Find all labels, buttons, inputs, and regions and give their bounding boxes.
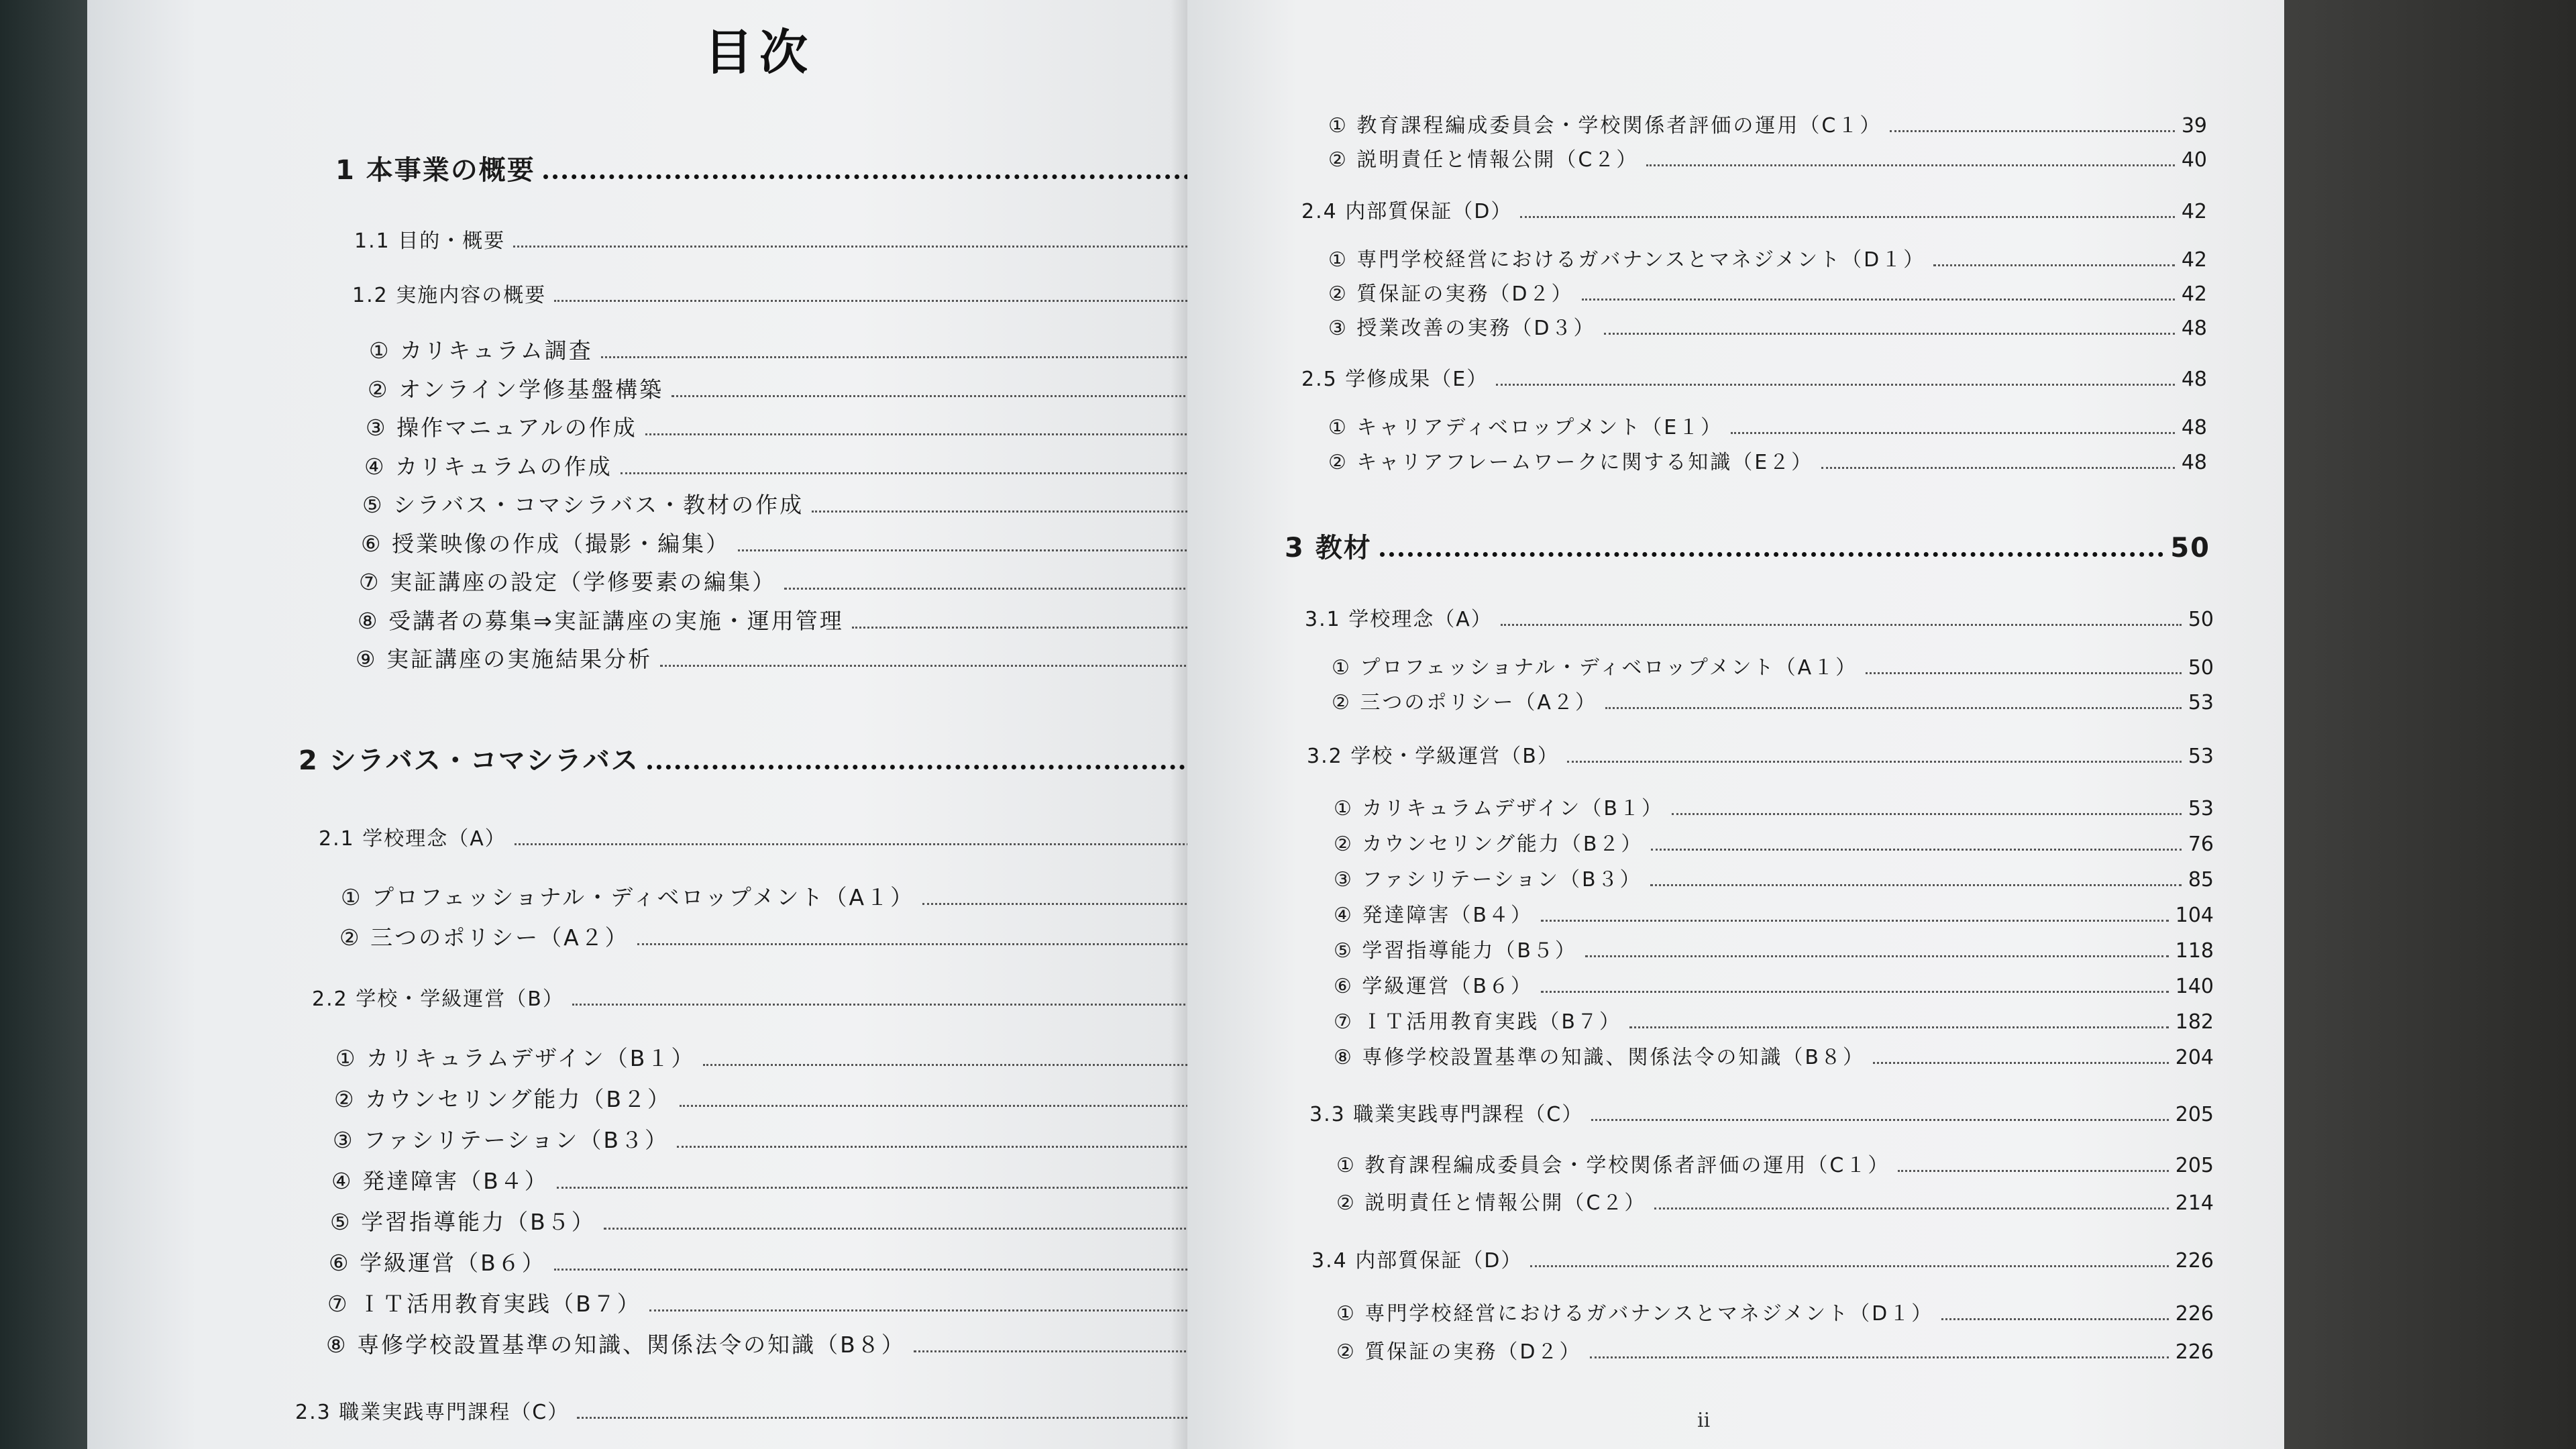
toc-label: 1.1 目的・概要 [354, 229, 506, 253]
toc-label: 3.3 職業実践専門課程（C） [1309, 1103, 1584, 1126]
toc-section-2-2[interactable] [312, 982, 1241, 1012]
toc-item[interactable] [1334, 792, 2214, 821]
toc-label: ① プロフェッショナル・ディベロップメント（A１） [1332, 656, 1858, 680]
toc-label: ① キャリアディベロップメント（E１） [1328, 416, 1723, 439]
toc-item[interactable] [1336, 1297, 2214, 1326]
leader-dots [645, 433, 1223, 435]
leader-dots [647, 765, 1195, 769]
toc-page-number: 226 [2175, 1340, 2214, 1364]
toc-page-number: 53 [2188, 797, 2214, 820]
toc-item[interactable] [1332, 651, 2214, 680]
toc-section-3-1[interactable] [1305, 602, 2214, 632]
leader-dots [1591, 1119, 2169, 1121]
toc-item[interactable] [358, 604, 1241, 635]
toc-label: ① プロフェッショナル・ディベロップメント（A１） [341, 884, 915, 910]
toc-label: ⑤ 学習指導能力（B５） [1334, 939, 1578, 963]
leader-dots [649, 1309, 1212, 1311]
leader-dots [1530, 1265, 2168, 1267]
toc-label: 2.5 学修成果（E） [1301, 368, 1489, 391]
toc-page-number: 205 [2175, 1103, 2214, 1126]
leader-dots [1731, 432, 2175, 434]
toc-item[interactable] [1328, 311, 2207, 341]
leader-dots [852, 627, 1223, 629]
toc-page-number: 226 [2175, 1302, 2214, 1326]
toc-label: ① 専門学校経営におけるガバナンスとマネジメント（D１） [1328, 248, 1926, 272]
toc-item[interactable] [1336, 1148, 2214, 1178]
toc-item[interactable] [366, 411, 1241, 442]
toc-label: 1.2 実施内容の概要 [352, 284, 547, 307]
toc-item[interactable] [1334, 1005, 2214, 1034]
toc-section-3-2[interactable] [1307, 739, 2214, 769]
toc-item[interactable] [335, 1041, 1241, 1073]
leader-dots [1866, 672, 2182, 674]
toc-page-number: 140 [2175, 975, 2214, 998]
toc-label: ② 三つのポリシー（A２） [1332, 691, 1597, 714]
leader-dots [572, 1004, 1213, 1006]
toc-label: ② 説明責任と情報公開（C２） [1336, 1191, 1647, 1215]
toc-item[interactable] [330, 1205, 1241, 1236]
toc-label: 1 本事業の概要 [335, 155, 535, 186]
toc-item[interactable] [368, 372, 1241, 404]
leader-dots [1567, 761, 2182, 763]
leader-dots [601, 356, 1223, 358]
toc-page-number: 85 [2188, 868, 2214, 892]
toc-section-3-3[interactable] [1309, 1097, 2214, 1127]
leader-dots [1380, 552, 2164, 557]
toc-label: ① 教育課程編成委員会・学校関係者評価の運用（C１） [1336, 1154, 1890, 1177]
toc-label: ③ ファシリテーション（B３） [333, 1127, 669, 1153]
toc-label: ② オンライン学修基盤構築 [368, 376, 664, 402]
toc-label: 3.2 学校・学級運営（B） [1307, 745, 1559, 768]
toc-item[interactable] [361, 527, 1241, 558]
toc-label: ⑦ ＩＴ活用教育実践（B７） [1334, 1010, 1622, 1034]
toc-page-number: 42 [2181, 200, 2207, 223]
leader-dots [1650, 884, 2182, 886]
toc-item[interactable] [1334, 863, 2214, 892]
toc-chapter-3[interactable] [1285, 527, 2210, 565]
left-page [87, 0, 1187, 1449]
toc-title: 目次 [704, 24, 815, 80]
leader-dots [703, 1064, 1212, 1066]
leader-dots [543, 174, 1218, 179]
toc-label: 2 シラバス・コマシラバス [299, 745, 639, 776]
leader-dots [1898, 1170, 2168, 1172]
leader-dots [922, 903, 1212, 905]
toc-page-number: 48 [2181, 451, 2207, 474]
toc-label: ④ 発達障害（B４） [331, 1168, 549, 1194]
toc-item[interactable] [1334, 898, 2214, 928]
leader-dots [784, 588, 1223, 590]
leader-dots [1654, 1208, 2168, 1210]
toc-label: ⑧ 専修学校設置基準の知識、関係法令の知識（B８） [326, 1332, 906, 1358]
leader-dots [621, 472, 1223, 474]
toc-label: 3.4 内部質保証（D） [1311, 1249, 1523, 1273]
toc-item[interactable] [341, 880, 1241, 912]
toc-label: ⑦ 実証講座の設定（学修要素の編集） [359, 569, 777, 595]
toc-item[interactable] [364, 449, 1241, 481]
toc-label: 2.1 学校理念（A） [319, 827, 506, 851]
toc-page-number: 76 [2188, 833, 2214, 856]
toc-item[interactable] [329, 1246, 1241, 1277]
leader-dots [513, 246, 1224, 248]
leader-dots [557, 1187, 1212, 1189]
toc-page-number: 118 [2175, 939, 2214, 963]
toc-page-number: 40 [2181, 148, 2207, 172]
toc-item[interactable] [362, 488, 1241, 519]
toc-item[interactable] [339, 920, 1241, 952]
toc-item[interactable] [369, 333, 1241, 365]
toc-label: ⑥ 学級運営（B６） [1334, 975, 1534, 998]
leader-dots [660, 665, 1212, 667]
toc-label: ⑧ 専修学校設置基準の知識、関係法令の知識（B８） [1334, 1046, 1866, 1069]
toc-page-number: 39 [2181, 114, 2207, 138]
toc-label: ⑤ 学習指導能力（B５） [330, 1209, 596, 1235]
toc-page-number: 42 [2181, 282, 2207, 306]
toc-label: 2.4 内部質保証（D） [1301, 200, 1513, 223]
toc-item[interactable] [1328, 277, 2207, 307]
leader-dots [1496, 384, 2175, 386]
toc-label: ② 質保証の実務（D２） [1328, 282, 1574, 306]
toc-section-1-2[interactable] [352, 278, 1241, 308]
leader-dots [1520, 216, 2174, 218]
toc-section-2-5[interactable] [1301, 362, 2207, 392]
leader-dots [1933, 264, 2175, 266]
toc-label: ③ 操作マニュアルの作成 [366, 415, 637, 441]
toc-page-number: 214 [2175, 1191, 2214, 1215]
leader-dots [1941, 1318, 2169, 1320]
toc-label: ⑧ 受講者の募集⇒実証講座の実施・運用管理 [358, 608, 844, 634]
toc-label: ① カリキュラムデザイン（B１） [1334, 797, 1664, 820]
toc-item[interactable] [1336, 1335, 2214, 1364]
toc-label: ① カリキュラムデザイン（B１） [335, 1045, 696, 1071]
toc-page-number: 48 [2181, 368, 2207, 391]
toc-item[interactable] [356, 642, 1241, 674]
toc-page-number: 48 [2181, 317, 2207, 340]
toc-section-2-3[interactable] [295, 1395, 1241, 1425]
toc-page-number: 48 [2181, 416, 2207, 439]
toc-label: ① カリキュラム調査 [369, 337, 593, 364]
leader-dots [604, 1228, 1212, 1230]
leader-dots [1605, 707, 2182, 709]
toc-item[interactable] [327, 1287, 1241, 1318]
toc-item[interactable] [1328, 445, 2207, 475]
leader-dots [680, 1105, 1212, 1107]
leader-dots [554, 1269, 1212, 1271]
leader-dots [515, 843, 1213, 845]
toc-label: ② カウンセリング能力（B２） [334, 1086, 672, 1112]
toc-page-number: 53 [2188, 745, 2214, 768]
leader-dots [914, 1350, 1212, 1352]
desk-background-left [0, 0, 94, 1449]
toc-page-number: 205 [2175, 1154, 2214, 1177]
toc-label: ⑥ 授業映像の作成（撮影・編集） [361, 531, 731, 557]
leader-dots [1541, 920, 2169, 922]
toc-chapter-1[interactable] [335, 149, 1244, 187]
page-folio: ii [1697, 1409, 1711, 1432]
toc-item[interactable] [1336, 1186, 2214, 1216]
toc-page-number: 42 [2181, 248, 2207, 272]
toc-item[interactable] [1328, 243, 2207, 272]
leader-dots [672, 395, 1223, 397]
toc-label: ⑦ ＩＴ活用教育実践（B７） [327, 1291, 641, 1317]
toc-label: ⑨ 実証講座の実施結果分析 [356, 646, 653, 672]
toc-item[interactable] [333, 1123, 1241, 1155]
toc-label: ② キャリアフレームワークに関する知識（E２） [1328, 451, 1814, 474]
toc-page-number: 104 [2175, 904, 2214, 927]
toc-section-2-1[interactable] [319, 822, 1241, 851]
leader-dots [1672, 813, 2182, 815]
leader-dots [1890, 130, 2174, 132]
toc-label: ⑥ 学級運営（B６） [329, 1250, 546, 1276]
leader-dots [1821, 467, 2175, 469]
toc-item[interactable] [1334, 827, 2214, 857]
toc-item[interactable] [1328, 109, 2207, 138]
toc-item[interactable] [1334, 1040, 2214, 1070]
leader-dots [1629, 1026, 2169, 1028]
toc-label: 3 教材 [1285, 533, 1372, 564]
toc-page-number: 50 [2188, 608, 2214, 631]
toc-item[interactable] [359, 565, 1241, 596]
toc-chapter-2[interactable] [299, 739, 1241, 777]
toc-label: 3.1 学校理念（A） [1305, 608, 1493, 631]
desk-background-right [2281, 0, 2576, 1449]
toc-item[interactable] [1334, 934, 2214, 963]
toc-section-3-4[interactable] [1311, 1244, 2214, 1273]
leader-dots [1651, 849, 2181, 851]
toc-item[interactable] [1328, 143, 2207, 172]
leader-dots [1873, 1062, 2169, 1064]
leader-dots [1590, 1356, 2169, 1358]
right-page [1187, 0, 2284, 1449]
toc-label: ② 説明責任と情報公開（C２） [1328, 148, 1639, 172]
leader-dots [1541, 991, 2169, 993]
toc-page-number: 50 [2170, 533, 2210, 564]
toc-page-number: 204 [2175, 1046, 2214, 1069]
leader-dots [738, 549, 1223, 551]
toc-label: ⑤ シラバス・コマシラバス・教材の作成 [362, 492, 804, 518]
toc-label: ② 質保証の実務（D２） [1336, 1340, 1582, 1364]
leader-dots [1646, 164, 2174, 166]
toc-label: ① 教育課程編成委員会・学校関係者評価の運用（C１） [1328, 114, 1882, 138]
toc-label: 2.2 学校・学級運営（B） [312, 987, 564, 1011]
leader-dots [554, 300, 1224, 302]
leader-dots [1582, 299, 2175, 301]
toc-label: ④ 発達障害（B４） [1334, 904, 1534, 927]
toc-label: ③ ファシリテーション（B３） [1334, 868, 1642, 892]
toc-label: 2.3 職業実践専門課程（C） [295, 1401, 570, 1424]
toc-item[interactable] [1328, 411, 2207, 440]
toc-page-number: 53 [2188, 691, 2214, 714]
leader-dots [812, 511, 1223, 513]
toc-label: ④ カリキュラムの作成 [364, 453, 612, 480]
toc-page-number: 226 [2175, 1249, 2214, 1273]
leader-dots [637, 943, 1212, 945]
leader-dots [677, 1146, 1212, 1148]
leader-dots [1585, 955, 2169, 957]
leader-dots [1501, 624, 2182, 626]
toc-page-number: 50 [2188, 656, 2214, 680]
toc-label: ① 専門学校経営におけるガバナンスとマネジメント（D１） [1336, 1302, 1934, 1326]
toc-label: ② 三つのポリシー（A２） [339, 924, 629, 951]
leader-dots [577, 1417, 1213, 1419]
toc-label: ② カウンセリング能力（B２） [1334, 833, 1644, 856]
toc-item[interactable] [334, 1082, 1241, 1114]
toc-item[interactable] [1332, 686, 2214, 715]
toc-page-number: 182 [2175, 1010, 2214, 1034]
toc-section-2-4[interactable] [1301, 195, 2207, 224]
toc-item[interactable] [331, 1164, 1241, 1195]
toc-item[interactable] [326, 1328, 1241, 1359]
toc-section-1-1[interactable] [354, 224, 1241, 254]
toc-item[interactable] [1334, 969, 2214, 999]
leader-dots [1604, 333, 2175, 335]
toc-label: ③ 授業改善の実務（D３） [1328, 317, 1596, 340]
